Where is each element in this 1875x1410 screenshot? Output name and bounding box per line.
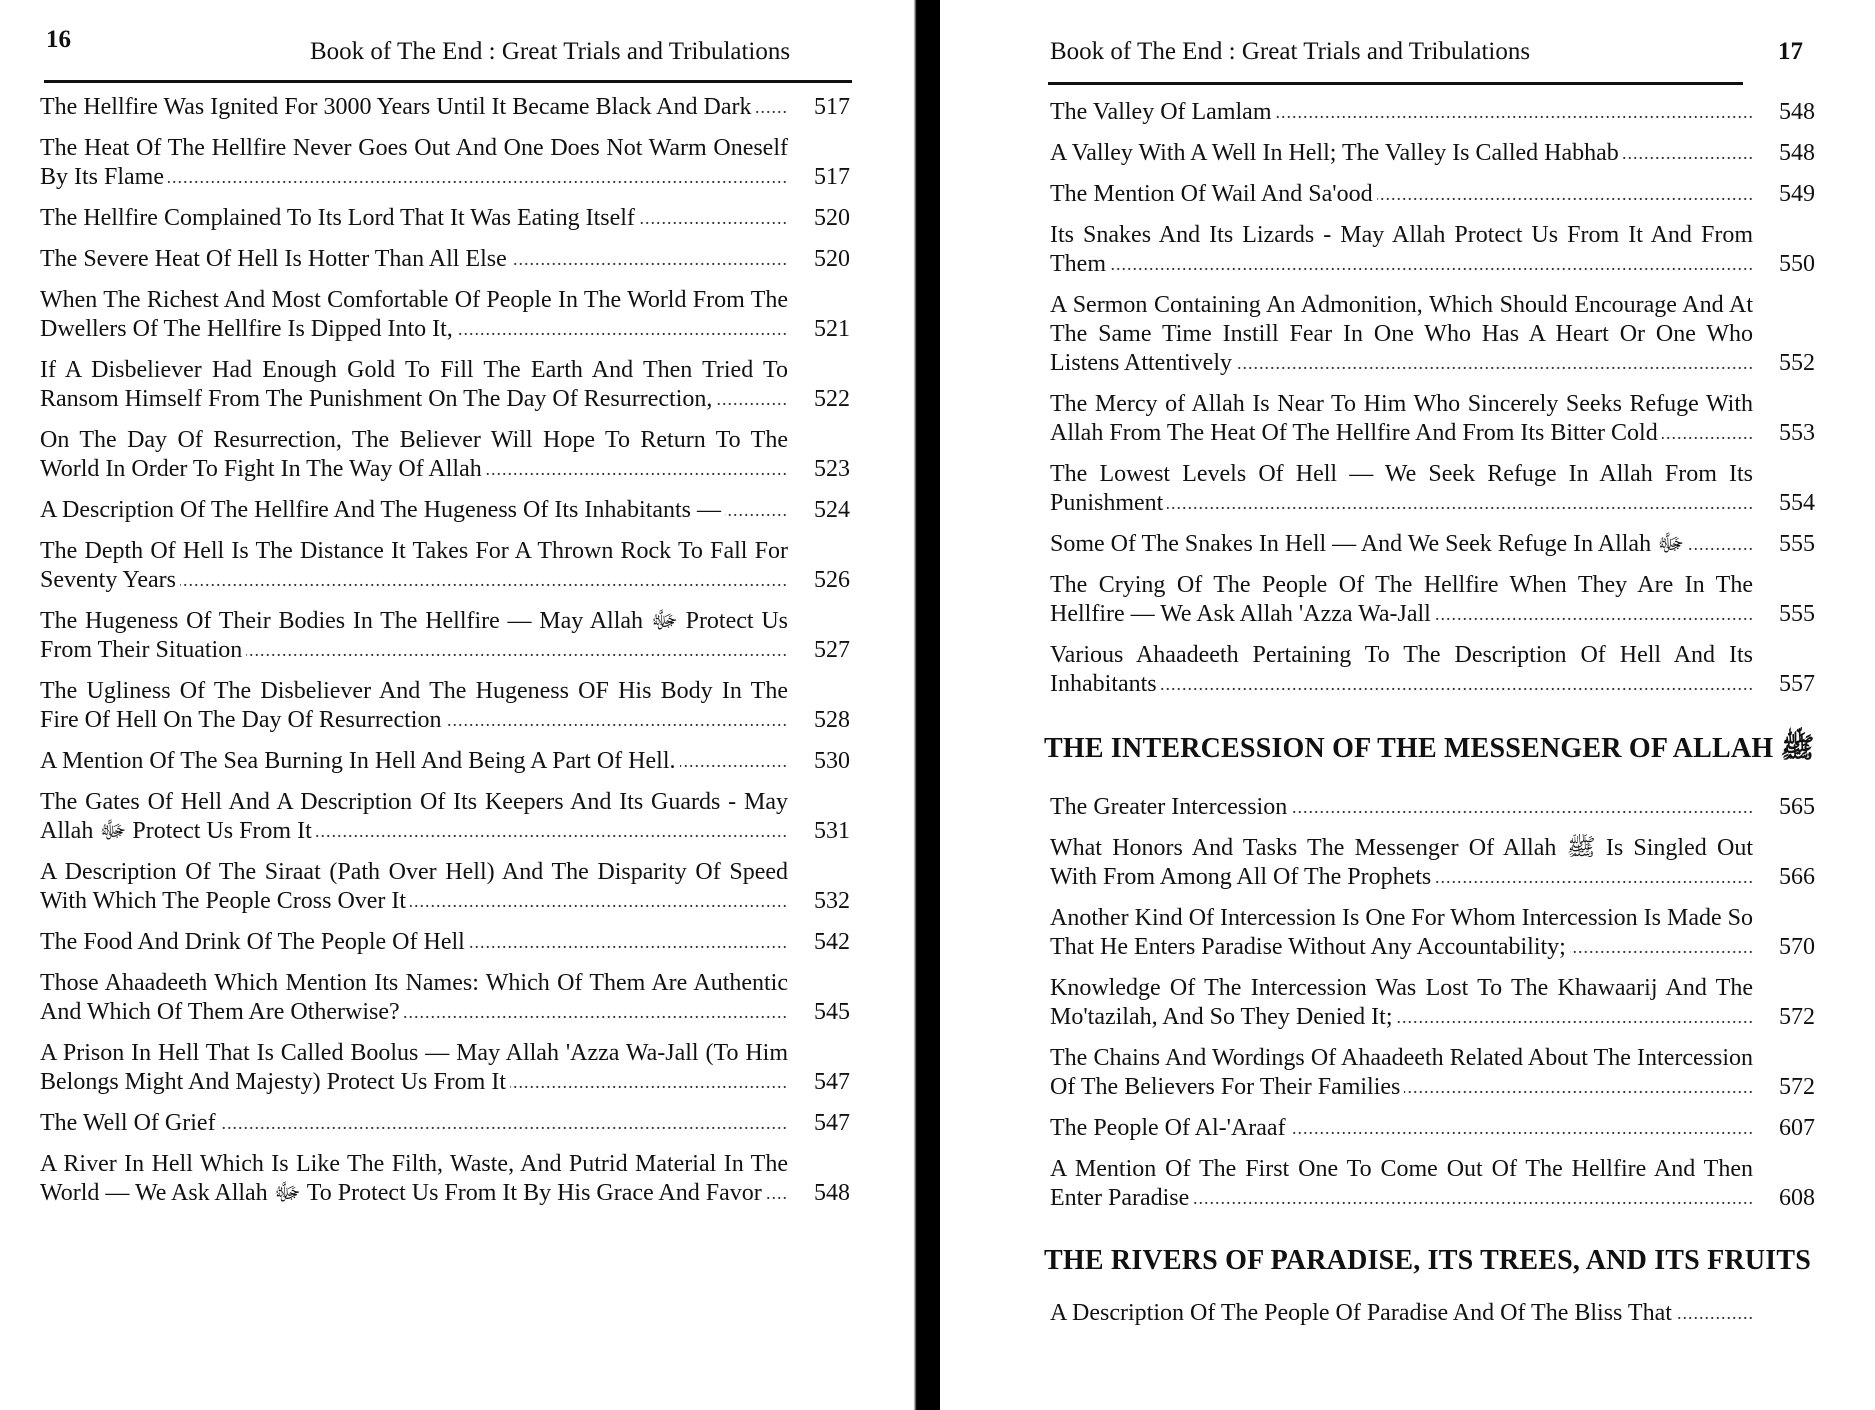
toc-entry-page-number: 548: [1779, 99, 1815, 125]
toc-entry-text: Some Of The Snakes In Hell — And We Seek Refuge In Allah ﷻ: [1050, 531, 1688, 557]
toc-entry-text: A Description Of The Siraat (Path Over Hell) And The Disparity Of Speed With Which The People Cross Over It: [40, 859, 788, 914]
right-page: [940, 0, 1875, 1410]
toc-entry-page-number: 547: [814, 1110, 850, 1136]
toc-entry-text: A Mention Of The Sea Burning In Hell And Being A Part Of Hell.: [40, 748, 680, 774]
toc-entry: [1050, 180, 1815, 209]
toc-entry-page-number: 554: [1779, 490, 1815, 516]
toc-entry: [1050, 904, 1815, 962]
toc-entry: [1050, 98, 1815, 127]
toc-entry: [1050, 571, 1815, 629]
toc-entry-page-number: 548: [1779, 140, 1815, 166]
toc-entry: [1050, 641, 1815, 699]
toc-entry: [1050, 1114, 1815, 1143]
toc-entry-text: The Heat Of The Hellfire Never Goes Out And One Does Not Warm Oneself By Its Flame: [40, 135, 788, 190]
left-page-number: 16: [46, 26, 71, 53]
toc-entry-page-number: 523: [814, 456, 850, 482]
toc-entry: [40, 286, 850, 344]
toc-entry-text: A River In Hell Which Is Like The Filth, Waste, And Putrid Material In The World — We Ask Allah ﷻ To Protect Us From It By His Grace And Favor: [40, 1151, 788, 1206]
toc-entry-text: The Crying Of The People Of The Hellfire When They Are In The Hellfire — We Ask Allah 'Azza Wa-Jall: [1050, 572, 1753, 627]
toc-entry: [40, 245, 850, 274]
toc-entry: [40, 496, 850, 525]
toc-entry-page-number: 520: [814, 205, 850, 231]
right-running-head: Book of The End : Great Trials and Tribulations: [1050, 38, 1531, 65]
toc-entry: [1050, 793, 1815, 822]
toc-entry: [1050, 460, 1815, 518]
toc-entry-text: The Hellfire Complained To Its Lord That It Was Eating Itself: [40, 205, 639, 231]
toc-entry-partial: [1050, 1299, 1815, 1328]
toc-entry-text: A Description Of The Hellfire And The Hugeness Of Its Inhabitants —: [40, 497, 725, 523]
toc-entry-text: The People Of Al-'Araaf: [1050, 1115, 1290, 1141]
toc-entry-page-number: 530: [814, 748, 850, 774]
toc-entry-page-number: 555: [1779, 601, 1815, 627]
toc-entry: [1050, 291, 1815, 378]
toc-entry: [40, 607, 850, 665]
toc-entry-text: A Prison In Hell That Is Called Boolus — May Allah 'Azza Wa-Jall (To Him Belongs Might And Majesty) Protect Us From It: [40, 1040, 788, 1095]
toc-entry-page-number: 520: [814, 246, 850, 272]
book-gutter: [910, 0, 940, 1410]
toc-entry: [40, 204, 850, 233]
toc-entry: [1050, 530, 1815, 559]
toc-entry: [40, 858, 850, 916]
left-page-header: [0, 24, 910, 84]
toc-entry-text: The Chains And Wordings Of Ahaadeeth Related About The Intercession Of The Believers For Their Families: [1050, 1045, 1753, 1100]
toc-entry-page-number: 527: [814, 637, 850, 663]
toc-entry: [1050, 221, 1815, 279]
toc-entry-page-number: 531: [814, 818, 850, 844]
toc-entry: [40, 134, 850, 192]
toc-entry: [1050, 139, 1815, 168]
toc-entry-text: The Ugliness Of The Disbeliever And The Hugeness OF His Body In The Fire Of Hell On The Day Of Resurrection: [40, 678, 788, 733]
toc-entry: [40, 537, 850, 595]
toc-entry-page-number: 532: [814, 888, 850, 914]
toc-entry: [40, 677, 850, 735]
toc-entry-page-number: 549: [1779, 181, 1815, 207]
toc-entry-page-number: 548: [814, 1180, 850, 1206]
toc-entry-page-number: 550: [1779, 251, 1815, 277]
left-page: [0, 0, 910, 1410]
toc-entry-text: A Sermon Containing An Admonition, Which Should Encourage And At The Same Time Instill Fear In One Who Has A Heart Or One Who Listens Attentively: [1050, 292, 1753, 376]
toc-entry: [40, 747, 850, 776]
toc-entry-text: Those Ahaadeeth Which Mention Its Names: Which Of Them Are Authentic And Which Of Them Are Otherwise?: [40, 970, 788, 1025]
toc-entry: [40, 93, 850, 122]
toc-entry: [40, 426, 850, 484]
toc-entry-text: A Description Of The People Of Paradise And Of The Bliss That: [1050, 1300, 1676, 1326]
toc-entry-text: The Food And Drink Of The People Of Hell: [40, 929, 469, 955]
toc-entry: [40, 1150, 850, 1208]
header-rule: [1048, 82, 1743, 85]
right-page-header: [940, 24, 1875, 84]
toc-entry-text: The Well Of Grief: [40, 1110, 220, 1136]
toc-entry-page-number: 557: [1779, 671, 1815, 697]
toc-entry-page-number: 517: [814, 94, 850, 120]
toc-entry-text: The Mercy of Allah Is Near To Him Who Sincerely Seeks Refuge With Allah From The Heat Of The Hellfire And From Its Bitter Cold: [1050, 391, 1753, 446]
toc-entry-text: The Depth Of Hell Is The Distance It Takes For A Thrown Rock To Fall For Seventy Years: [40, 538, 788, 593]
section-heading-rivers: THE RIVERS OF PARADISE, ITS TREES, AND ITS FRUITS: [1044, 1245, 1812, 1276]
toc-group-hell: [1050, 98, 1815, 699]
toc-entry-page-number: 555: [1779, 531, 1815, 557]
toc-entry-page-number: 607: [1779, 1115, 1815, 1141]
toc-entry-page-number: 517: [814, 164, 850, 190]
toc-entry: [40, 1109, 850, 1138]
left-running-head: Book of The End : Great Trials and Tribulations: [310, 38, 791, 65]
toc-entry-text: Another Kind Of Intercession Is One For Whom Intercession Is Made So That He Enters Paradise Without Any Accountability;: [1050, 905, 1753, 960]
toc-entry: [1050, 834, 1815, 892]
toc-entry-page-number: 545: [814, 999, 850, 1025]
toc-entry-text: The Lowest Levels Of Hell — We Seek Refuge In Allah From Its Punishment: [1050, 461, 1753, 516]
right-toc-list: [1044, 98, 1815, 1340]
left-toc-list: [40, 93, 850, 1220]
toc-entry-text: When The Richest And Most Comfortable Of People In The World From The Dwellers Of The Hellfire Is Dipped Into It,: [40, 287, 788, 342]
toc-entry-text: What Honors And Tasks The Messenger Of Allah ﷺ Is Singled Out With From Among All Of The Prophets: [1050, 835, 1753, 890]
toc-entry-page-number: 547: [814, 1069, 850, 1095]
toc-entry-page-number: 572: [1779, 1074, 1815, 1100]
toc-entry: [40, 356, 850, 414]
toc-entry-page-number: 566: [1779, 864, 1815, 890]
toc-entry-page-number: 570: [1779, 934, 1815, 960]
toc-group-intercession: [1050, 793, 1815, 1213]
toc-entry-text: The Severe Heat Of Hell Is Hotter Than All Else: [40, 246, 511, 272]
toc-entry-text: The Greater Intercession: [1050, 794, 1291, 820]
toc-entry: [40, 928, 850, 957]
toc-entry-page-number: 528: [814, 707, 850, 733]
toc-entry-text: The Hellfire Was Ignited For 3000 Years Until It Became Black And Dark: [40, 94, 755, 120]
toc-entry: [1050, 390, 1815, 448]
toc-entry-text: A Mention Of The First One To Come Out Of The Hellfire And Then Enter Paradise: [1050, 1156, 1753, 1211]
toc-entry-text: Its Snakes And Its Lizards - May Allah Protect Us From It And From Them: [1050, 222, 1753, 277]
toc-entry-text: On The Day Of Resurrection, The Believer Will Hope To Return To The World In Order To Fight In The Way Of Allah: [40, 427, 788, 482]
toc-entry-text: The Valley Of Lamlam: [1050, 99, 1275, 125]
toc-entry-text: A Valley With A Well In Hell; The Valley Is Called Habhab: [1050, 140, 1623, 166]
toc-entry-page-number: 542: [814, 929, 850, 955]
toc-entry-page-number: 521: [814, 316, 850, 342]
header-rule: [44, 80, 852, 83]
toc-entry-text: The Hugeness Of Their Bodies In The Hellfire — May Allah ﷻ Protect Us From Their Situation: [40, 608, 788, 663]
toc-entry-page-number: 522: [814, 386, 850, 412]
toc-entry-text: Knowledge Of The Intercession Was Lost To The Khawaarij And The Mo'tazilah, And So They Denied It;: [1050, 975, 1753, 1030]
toc-entry-page-number: 565: [1779, 794, 1815, 820]
toc-entry-page-number: 552: [1779, 350, 1815, 376]
toc-entry-page-number: 524: [814, 497, 850, 523]
section-heading-intercession: THE INTERCESSION OF THE MESSENGER OF ALLAH ﷺ: [1044, 733, 1815, 764]
toc-entry-page-number: 553: [1779, 420, 1815, 446]
toc-entry: [1050, 1155, 1815, 1213]
toc-entry-text: If A Disbeliever Had Enough Gold To Fill The Earth And Then Tried To Ransom Himself From The Punishment On The Day Of Resurrection,: [40, 357, 788, 412]
toc-entry: [1050, 974, 1815, 1032]
toc-entry: [40, 1039, 850, 1097]
toc-entry-text: Various Ahaadeeth Pertaining To The Description Of Hell And Its Inhabitants: [1050, 642, 1753, 697]
right-page-number: 17: [1778, 38, 1803, 65]
toc-entry: [1050, 1044, 1815, 1102]
toc-entry-page-number: 526: [814, 567, 850, 593]
toc-entry-text: The Gates Of Hell And A Description Of Its Keepers And Its Guards - May Allah ﷻ Protect Us From It: [40, 789, 788, 844]
toc-entry: [40, 969, 850, 1027]
toc-entry-text: The Mention Of Wail And Sa'ood: [1050, 181, 1377, 207]
toc-entry-page-number: 608: [1779, 1185, 1815, 1211]
toc-entry: [40, 788, 850, 846]
toc-entry-page-number: 572: [1779, 1004, 1815, 1030]
